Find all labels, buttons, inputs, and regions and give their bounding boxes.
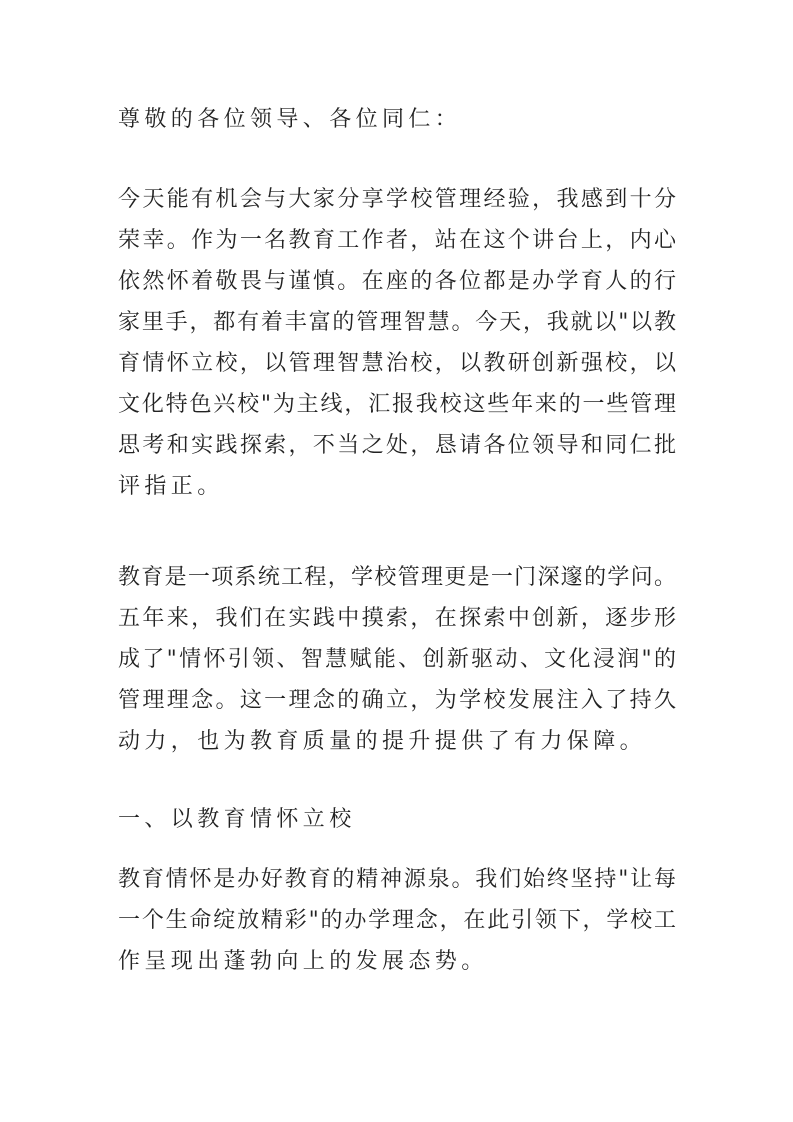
text-line: 作呈现出蓬勃向上的发展态势。	[118, 949, 488, 974]
text-line: 今天能有机会与大家分享学校管理经验，我感到十分	[118, 187, 676, 212]
text-line: 思考和实践探索，不当之处，恳请各位领导和同仁批	[118, 433, 676, 458]
text-line: 动力，也为教育质量的提升提供了有力保障。	[118, 729, 647, 754]
text-line: 五年来，我们在实践中摸索，在探索中创新，逐步形	[118, 606, 676, 631]
salutation: 尊敬的各位领导、各位同仁：	[118, 107, 462, 132]
text-line: 文化特色兴校"为主线，汇报我校这些年来的一些管理	[118, 392, 676, 417]
text-line: 成了"情怀引领、智慧赋能、创新驱动、文化浸润"的	[118, 647, 676, 672]
text-line: 教育是一项系统工程，学校管理更是一门深邃的学问。	[118, 565, 676, 590]
text-line: 一个生命绽放精彩"的办学理念，在此引领下，学校工	[118, 908, 676, 933]
text-line: 管理理念。这一理念的确立，为学校发展注入了持久	[118, 688, 676, 713]
section-heading: 一、以教育情怀立校	[118, 807, 356, 832]
text-line: 家里手，都有着丰富的管理智慧。今天，我就以"以教	[118, 310, 676, 335]
text-line: 依然怀着敬畏与谨慎。在座的各位都是办学育人的行	[118, 269, 676, 294]
text-line: 教育情怀是办好教育的精神源泉。我们始终坚持"让每	[118, 867, 676, 892]
text-line: 评指正。	[118, 474, 224, 499]
text-line: 育情怀立校，以管理智慧治校，以教研创新强校，以	[118, 351, 676, 376]
text-line: 荣幸。作为一名教育工作者，站在这个讲台上，内心	[118, 228, 676, 253]
